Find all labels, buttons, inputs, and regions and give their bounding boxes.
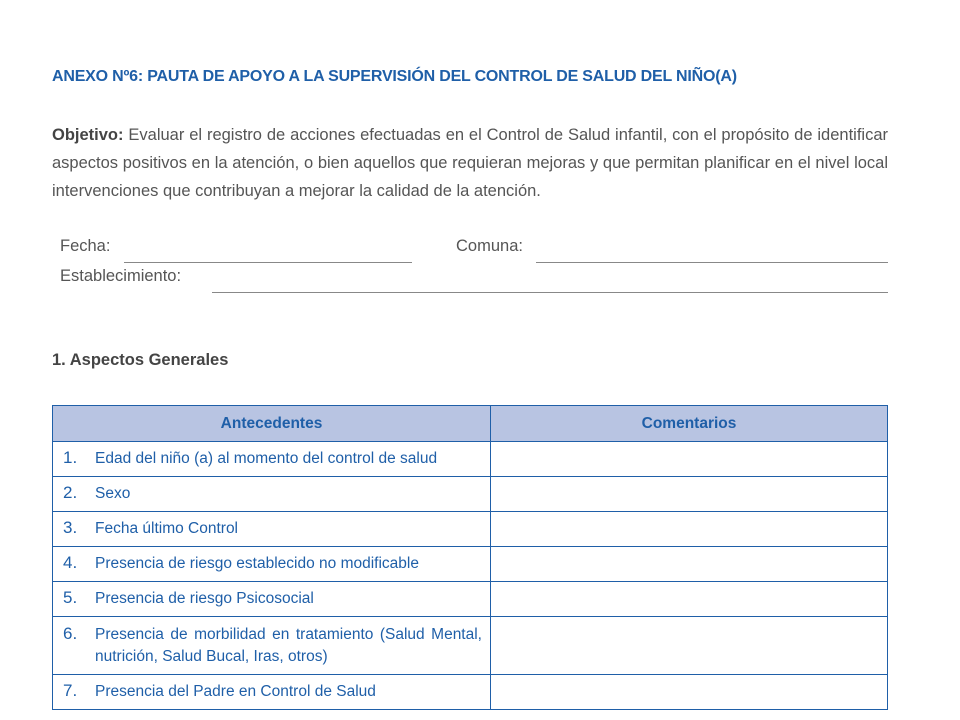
row-text: Presencia de riesgo establecido no modificable (95, 555, 419, 572)
row-text: Presencia de riesgo Psicosocial (95, 590, 314, 607)
row-number: 3. (63, 518, 78, 537)
comuna-label: Comuna: (456, 237, 523, 255)
table-row (53, 547, 888, 582)
row-text: Edad del niño (a) al momento del control de salud (95, 450, 438, 467)
header-comentarios: Comentarios (491, 406, 888, 442)
row-text: Sexo (95, 485, 131, 502)
comment-cell[interactable] (491, 512, 888, 547)
comment-cell[interactable] (491, 477, 888, 512)
header-antecedentes: Antecedentes (53, 406, 491, 442)
establecimiento-label: Establecimiento: (60, 267, 182, 285)
row-text: Presencia del Padre en Control de Salud (95, 683, 376, 700)
fecha-field[interactable] (124, 262, 412, 263)
table-row (53, 442, 888, 477)
row-number: 2. (63, 483, 78, 502)
objective-text: Evaluar el registro de acciones efectuadas en el Control de Salud infantil, con el propósito de identificar aspectos positivos en la atención, o bien aquellos que requieran mejoras y que permitan planificar en el nivel local intervenciones que contribuyan a mejorar la calidad de la atención. (52, 126, 888, 200)
comment-cell[interactable] (491, 547, 888, 582)
aspectos-generales-table (52, 405, 888, 710)
row-number: 1. (63, 448, 78, 467)
row-number: 4. (63, 553, 78, 572)
comment-cell[interactable] (491, 675, 888, 710)
row-number: 5. (63, 588, 78, 607)
comment-cell[interactable] (491, 442, 888, 477)
table-row (53, 512, 888, 547)
establecimiento-field[interactable] (212, 292, 888, 293)
comment-cell[interactable] (491, 617, 888, 675)
row-number: 6. (63, 623, 78, 643)
document-title: ANEXO Nº6: PAUTA DE APOYO A LA SUPERVISIÓN DEL CONTROL DE SALUD DEL NIÑO(A) (52, 68, 737, 85)
comuna-field[interactable] (536, 262, 888, 263)
table-row (53, 477, 888, 512)
row-text: Presencia de morbilidad en tratamiento (Salud Mental, nutrición, Salud Bucal, Iras, otros) (95, 625, 482, 665)
row-text: Fecha último Control (95, 520, 239, 537)
table-row (53, 582, 888, 617)
table-row (53, 617, 888, 675)
objective-label: Objetivo: (52, 126, 124, 144)
table-row (53, 675, 888, 710)
objective-paragraph (52, 121, 888, 205)
row-number: 7. (63, 681, 78, 700)
comment-cell[interactable] (491, 582, 888, 617)
fecha-label: Fecha: (60, 237, 111, 255)
section-title: 1. Aspectos Generales (52, 351, 229, 369)
